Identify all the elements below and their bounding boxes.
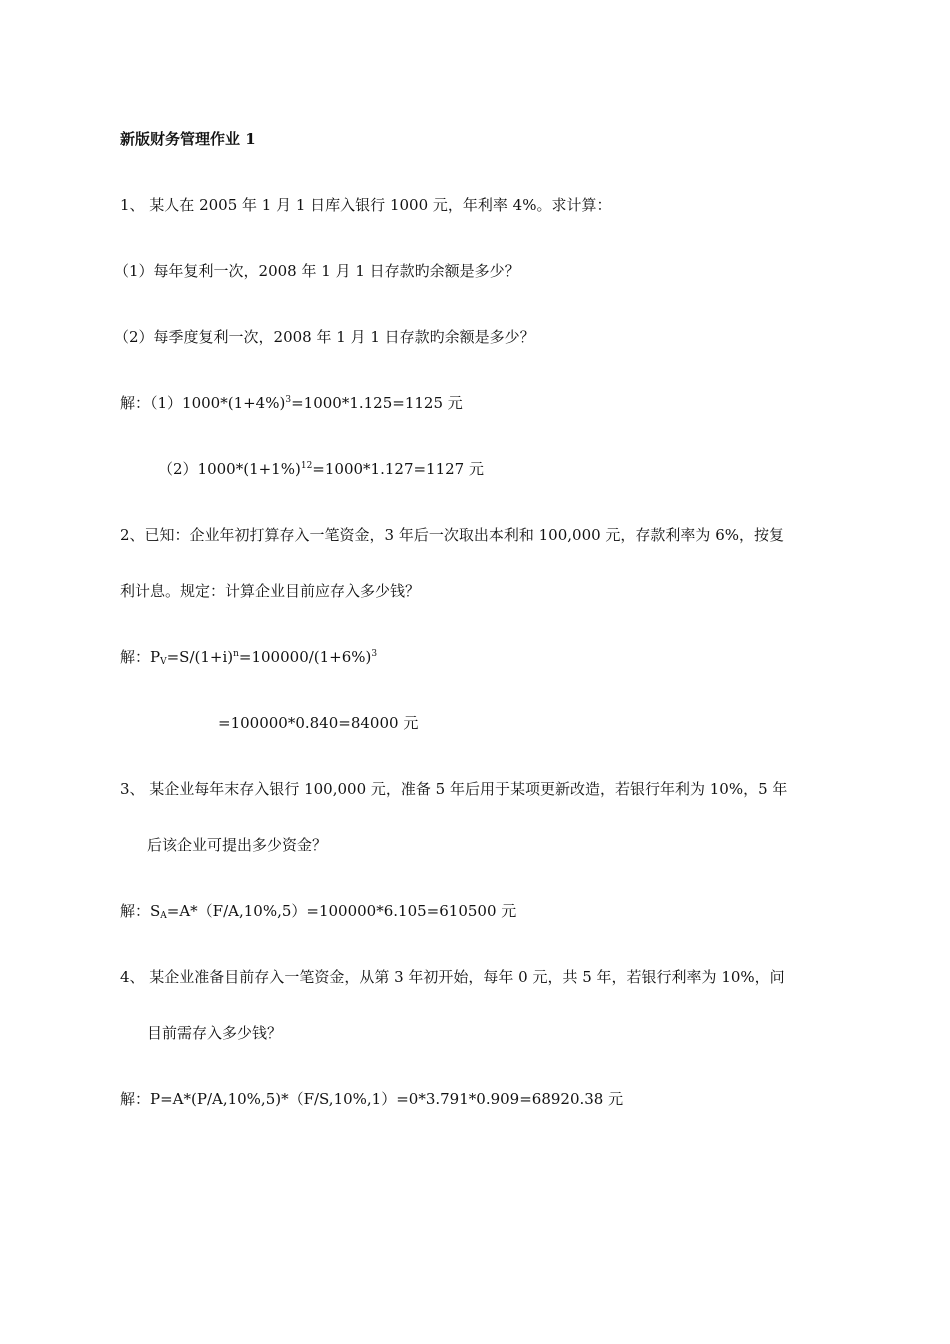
- q2-answer-substitution: =100000/(1+6%): [238, 648, 372, 666]
- question-1-part-2: （2）每季度复利一次，2008 年 1 月 1 日存款旳余额是多少？: [114, 328, 535, 346]
- question-2-answer-line-1: [120, 647, 377, 667]
- answer-1-formula: 解：（1）1000*(1+4%): [120, 394, 286, 412]
- question-1-answer-1: [120, 393, 463, 413]
- question-2-stem-line-2: 利计息。规定：计算企业目前应存入多少钱？: [120, 582, 421, 600]
- q2-answer-prefix: 解：P: [120, 648, 161, 666]
- q2-answer-formula: =S/(1+i): [166, 648, 234, 666]
- question-4-stem-line-1: 4、 某企业准备目前存入一笔资金，从第 3 年初开始，每年 0 元，共 5 年，若银行利率为 10%，问: [120, 968, 785, 986]
- q2-answer-exponent-3: 3: [371, 649, 378, 659]
- question-2-answer-line-2: =100000*0.840=84000 元: [218, 714, 419, 732]
- answer-2-exponent: 12: [300, 461, 313, 471]
- document-title: 新版财务管理作业 1: [120, 130, 256, 148]
- question-1-part-1: （1）每年复利一次，2008 年 1 月 1 日存款旳余额是多少？: [114, 262, 520, 280]
- answer-1-exponent: 3: [285, 395, 292, 405]
- question-2-stem-line-1: 2、已知：企业年初打算存入一笔资金，3 年后一次取出本利和 100,000 元，存款利率为 6%，按复: [120, 526, 784, 544]
- answer-1-result: =1000*1.125=1125 元: [291, 394, 463, 412]
- question-4-answer: 解：P=A*(P/A,10%,5)*（F/S,10%,1）=0*3.791*0.909=68920.38 元: [120, 1090, 624, 1108]
- answer-2-formula: （2）1000*(1+1%): [158, 460, 301, 478]
- question-4-stem-line-2: 目前需存入多少钱？: [147, 1024, 283, 1042]
- q3-answer-prefix: 解：S: [120, 902, 161, 920]
- question-1-stem: 1、 某人在 2005 年 1 月 1 日库入银行 1000 元，年利率 4%。求计算：: [120, 196, 612, 214]
- question-3-stem-line-1: 3、 某企业每年末存入银行 100,000 元，准备 5 年后用于某项更新改造，若银行年利为 10%，5 年: [120, 780, 788, 798]
- question-3-stem-line-2: 后该企业可提出多少资金？: [147, 836, 328, 854]
- question-3-answer: [120, 901, 516, 921]
- q2-answer-subscript: V: [160, 657, 167, 667]
- q3-answer-subscript: A: [160, 911, 167, 921]
- q3-answer-formula: =A*（F/A,10%,5）=100000*6.105=610500 元: [166, 902, 517, 920]
- q2-answer-exponent-n: n: [233, 649, 239, 659]
- answer-2-result: =1000*1.127=1127 元: [312, 460, 484, 478]
- question-1-answer-2: [158, 459, 484, 479]
